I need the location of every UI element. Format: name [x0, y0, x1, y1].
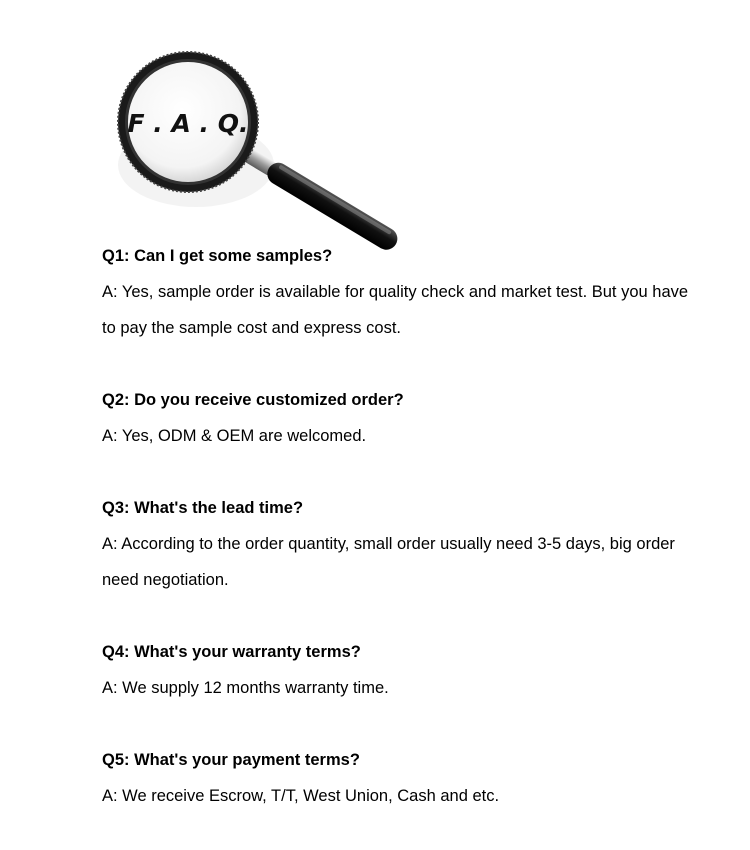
faq-question-1: Q1: Can I get some samples? — [102, 247, 333, 265]
faq-question-2: Q2: Do you receive customized order? — [102, 391, 404, 409]
faq-item-1 — [102, 238, 702, 346]
faq-item-5 — [102, 742, 702, 814]
faq-question-4: Q4: What's your warranty terms? — [102, 643, 361, 661]
faq-question-5: Q5: What's your payment terms? — [102, 751, 360, 769]
faq-answer-3: A: According to the order quantity, small order usually need 3-5 days, big order need negotiation. — [102, 535, 675, 589]
faq-answer-2: A: Yes, ODM & OEM are welcomed. — [102, 427, 367, 445]
faq-answer-5: A: We receive Escrow, T/T, West Union, Cash and etc. — [102, 787, 500, 805]
faq-item-4 — [102, 634, 702, 706]
faq-question-3: Q3: What's the lead time? — [102, 499, 304, 517]
faq-list — [102, 238, 702, 850]
lens-faq-text: F . A . Q. — [127, 109, 249, 138]
faq-answer-4: A: We supply 12 months warranty time. — [102, 679, 389, 697]
faq-item-2 — [102, 382, 702, 454]
faq-item-3 — [102, 490, 702, 598]
faq-magnifier-image — [84, 40, 424, 250]
faq-answer-1: A: Yes, sample order is available for quality check and market test. But you have to pay the sample cost and express cost. — [102, 283, 689, 337]
magnifying-glass-icon — [84, 40, 424, 250]
